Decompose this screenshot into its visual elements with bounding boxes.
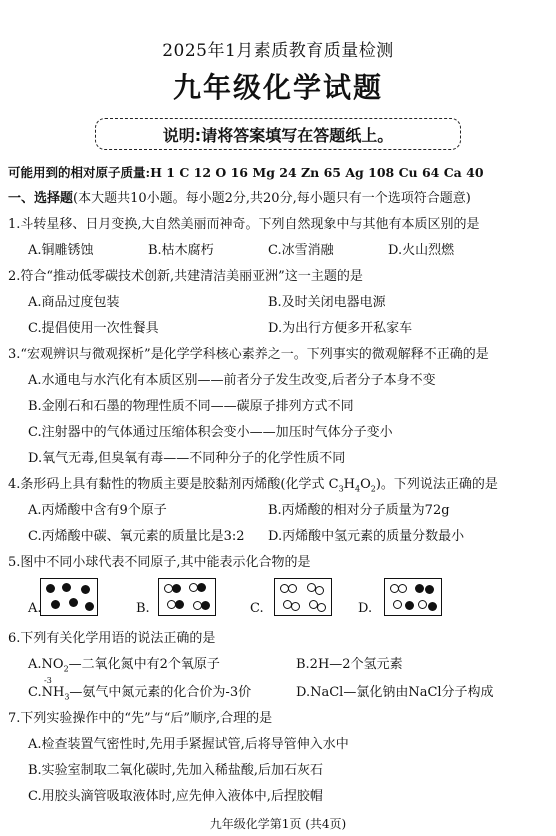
page-footer: 九年级化学第1页 (共4页) [209,817,347,831]
atom-hollow [291,602,300,611]
q6-option-b: B.2H—2个氢元素 [296,657,403,672]
q6-c-part: C.NH [28,685,65,700]
atom-filled [85,602,94,611]
atom-hollow [315,586,324,595]
q4-stem [8,476,498,499]
q1-option-c: C.冰雪消融 [268,243,334,258]
atom-filled [46,584,55,593]
exam-title: 九年级化学试题 [172,71,383,104]
q4-option-b: B.丙烯酸的相对分子质量为72g [268,503,450,518]
q6-c-sub: 3 [64,692,70,702]
notice-box [95,118,461,150]
q3-option-d: D.氧气无毒,但臭氧有毒——不同种分子的化学性质不同 [28,451,346,466]
q4-stem-part: )。下列说法正确的是 [375,477,498,492]
q5-stem: 5.图中不同小球代表不同原子,其中能表示化合物的是 [8,555,311,570]
q6-option-a [28,656,220,679]
atom-hollow [418,600,427,609]
q5-option-c: C. [250,601,264,616]
q4-sub: 2 [370,484,376,494]
q3-option-a: A.水通电与水汽化有本质区别——前者分子发生改变,后者分子本身不变 [28,373,436,388]
q5-option-b: B. [136,601,150,616]
q1-stem: 1.斗转星移、日月变换,大自然美丽而神奇。下列自然现象中与其他有本质区别的是 [8,217,480,232]
atom-hollow [393,600,402,609]
atom-filled [51,600,60,609]
notice-text: 说明:请将答案填写在答题纸上。 [162,125,394,145]
q5-diagram-d [384,578,442,616]
q5-diagram-a [40,578,98,616]
section1-header [8,190,471,208]
q7-stem: 7.下列实验操作中的“先”与“后”顺序,合理的是 [8,711,273,726]
q5-diagram-b [158,578,216,616]
atom-filled [175,600,184,609]
q3-option-c: C.注射器中的气体通过压缩体积会变小——加压时气体分子变小 [28,425,393,440]
atom-hollow [398,584,407,593]
q6-c-part: —氨气中氮元素的化合价为-3价 [69,685,252,700]
section1-desc: (本大题共10小题。每小题2分,共20分,每小题只有一个选项符合题意) [73,191,471,206]
atom-filled [405,601,414,610]
q5-diagram-c [274,578,332,616]
q1-option-d: D.火山烈燃 [388,243,455,258]
q2-option-d: D.为出行方便多开私家车 [268,321,413,336]
q4-stem-part: O [360,477,371,492]
q1-option-b: B.枯木腐朽 [148,243,214,258]
atom-filled [172,584,181,593]
section1-title: 一、选择题 [8,191,74,206]
atom-hollow [317,603,326,612]
q3-stem: 3.“宏观辨识与微观探析”是化学学科核心素养之一。下列事实的微观解释不正确的是 [8,347,489,362]
exam-subtitle: 2025年1月素质教育质量检测 [162,41,394,61]
q5-option-a: A. [28,601,42,616]
q7-option-c: C.用胶头滴管吸取液体时,应先伸入液体中,后捏胶帽 [28,789,323,804]
q3-option-b: B.金刚石和石墨的物理性质不同——碳原子排列方式不同 [28,399,354,414]
q6-option-c [28,684,251,707]
atom-filled [197,583,206,592]
q6-a-part: —二氧化氮中有2个氧原子 [68,657,220,672]
q2-option-b: B.及时关闭电器电源 [268,295,386,310]
q6-c-valence: -3 [44,676,52,685]
q4-sub: 3 [338,484,344,494]
q1-option-a: A.铜雕锈蚀 [28,243,94,258]
q4-stem-part: H [343,477,355,492]
q4-option-d: D.丙烯酸中氢元素的质量分数最小 [268,529,465,544]
atom-filled [69,598,78,607]
atomic-masses: 可能用到的相对原子质量:H 1 C 12 O 16 Mg 24 Zn 65 Ag 108 Cu 64 Ca 40 [8,165,484,180]
atom-filled [201,601,210,610]
atom-filled [62,583,71,592]
q2-option-c: C.提倡使用一次性餐具 [28,321,159,336]
q6-a-sub: 2 [63,664,69,674]
atom-filled [428,602,437,611]
q6-option-d: D.NaCl—氯化钠由NaCl分子构成 [296,685,494,700]
q7-option-a: A.检查装置气密性时,先用手紧握试管,后将导管伸入水中 [28,737,349,752]
q6-a-part: A.NO [28,657,64,672]
atom-hollow [288,584,297,593]
atom-filled [425,585,434,594]
q6-stem: 6.下列有关化学用语的说法正确的是 [8,631,216,646]
q7-option-b: B.实验室制取二氧化碳时,先加入稀盐酸,后加石灰石 [28,763,323,778]
atom-filled [81,585,90,594]
atom-filled [415,584,424,593]
q4-option-a: A.丙烯酸中含有9个原子 [28,503,167,518]
q4-option-c: C.丙烯酸中碳、氧元素的质量比是3:2 [28,529,245,544]
q2-option-a: A.商品过度包装 [28,295,120,310]
q2-stem: 2.符合“推动低零碳技术创新,共建清洁美丽亚洲”这一主题的是 [8,269,363,284]
q4-sub: 4 [355,484,361,494]
q4-stem-part: 4.条形码上具有黏性的物质主要是胶黏剂丙烯酸(化学式 C [8,477,339,492]
q5-option-d: D. [358,601,373,616]
